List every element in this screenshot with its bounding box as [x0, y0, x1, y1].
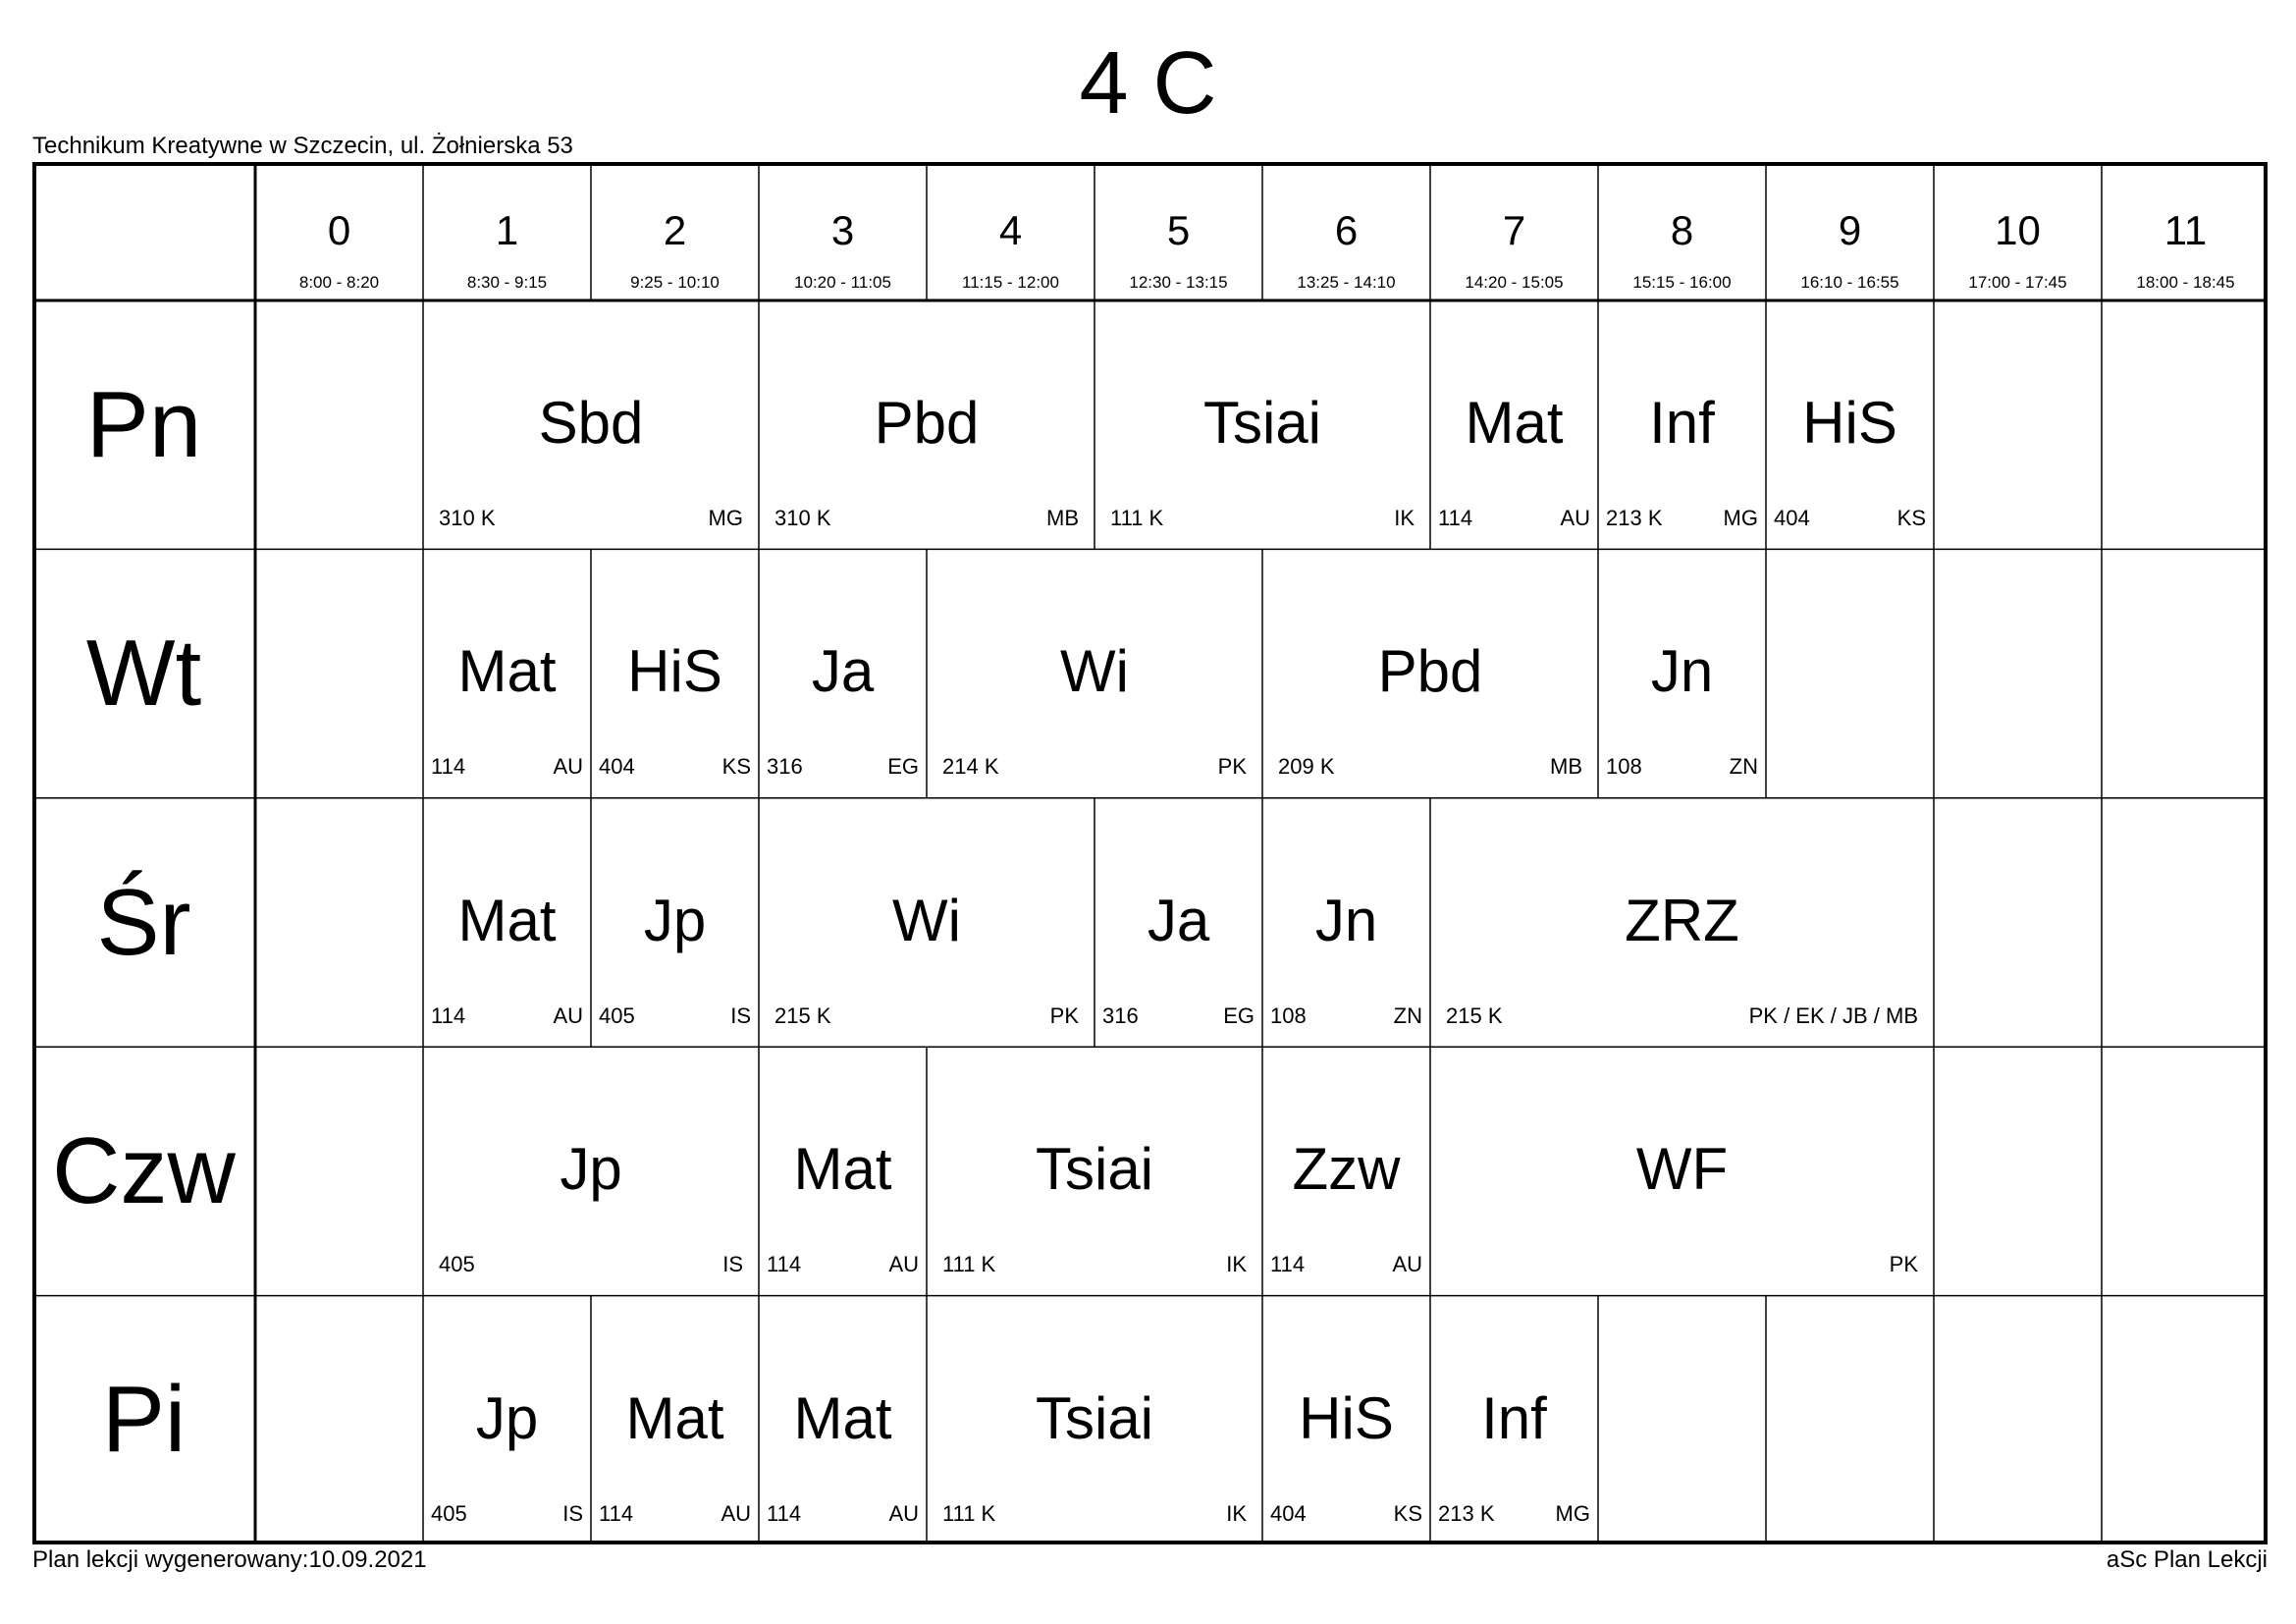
period-time: 16:10 - 16:55 — [1800, 273, 1899, 292]
lesson-teacher: AU — [888, 1252, 919, 1277]
lesson-subject: Pbd — [874, 390, 980, 456]
lesson-room: 114 — [431, 1002, 466, 1028]
lesson-room: 114 — [1270, 1252, 1306, 1277]
school-name: Technikum Kreatywne w Szczecin, ul. Żołnierska 53 — [32, 133, 573, 159]
lesson-subject: Tsiai — [1035, 1136, 1154, 1203]
lesson-teacher: PK — [1889, 1252, 1918, 1277]
period-number: 7 — [1502, 207, 1526, 253]
lesson-teacher: MG — [1555, 1500, 1590, 1526]
period-number: 1 — [495, 207, 519, 253]
lesson-room: 213 K — [1438, 1500, 1495, 1526]
timetable-grid — [32, 162, 2268, 1544]
lesson-teacher: IK — [1226, 1500, 1247, 1526]
page-title: 4 C — [1079, 34, 1217, 133]
lesson-subject: WF — [1635, 1136, 1729, 1203]
period-number: 6 — [1334, 207, 1359, 253]
period-time: 17:00 - 17:45 — [1968, 273, 2067, 292]
period-time: 18:00 - 18:45 — [2136, 273, 2235, 292]
grid-lines — [32, 162, 2268, 1544]
lesson-room: 215 K — [1446, 1002, 1503, 1028]
lesson-room: 108 — [1270, 1002, 1307, 1028]
lesson-subject: Wi — [892, 887, 961, 953]
lesson-room: 114 — [767, 1252, 802, 1277]
lesson-room: 405 — [599, 1002, 635, 1028]
period-number: 8 — [1670, 207, 1694, 253]
lesson-teacher: MG — [1723, 506, 1758, 530]
lesson-teacher: MB — [1046, 506, 1079, 530]
lesson-subject: Mat — [457, 638, 557, 705]
lesson-subject: Ja — [811, 638, 875, 705]
lesson-teacher: MG — [708, 506, 743, 530]
day-label: Śr — [96, 869, 191, 975]
lesson-subject: Jn — [1650, 638, 1714, 705]
lesson-room: 111 K — [942, 1252, 996, 1277]
period-time: 12:30 - 13:15 — [1129, 273, 1228, 292]
lesson-room: 214 K — [942, 754, 999, 780]
lesson-room: 316 — [1102, 1002, 1139, 1028]
software-credit: aSc Plan Lekcji — [2106, 1546, 2268, 1573]
lesson-subject: Jp — [560, 1136, 622, 1203]
lesson-teacher: AU — [553, 754, 583, 780]
lesson-subject: Mat — [457, 887, 557, 953]
period-time: 9:25 - 10:10 — [630, 273, 720, 292]
lesson-subject: Wi — [1060, 638, 1129, 705]
lesson-teacher: IS — [730, 1002, 751, 1028]
lesson-subject: Inf — [1481, 1384, 1547, 1451]
period-number: 0 — [327, 207, 351, 253]
lesson-teacher: IS — [562, 1500, 583, 1526]
period-number: 10 — [1995, 207, 2041, 253]
lesson-subject: Mat — [793, 1384, 892, 1451]
lesson-subject: HiS — [627, 638, 722, 705]
lesson-teacher: MB — [1550, 754, 1582, 780]
period-time: 14:20 - 15:05 — [1465, 273, 1564, 292]
lesson-teacher: ZN — [1393, 1002, 1422, 1028]
lesson-teacher: EG — [1223, 1002, 1255, 1028]
lesson-room: 316 — [767, 754, 803, 780]
lesson-teacher: ZN — [1729, 754, 1758, 780]
period-time: 10:20 - 11:05 — [794, 273, 891, 292]
lesson-subject: Jn — [1314, 887, 1378, 953]
period-number: 11 — [2163, 207, 2208, 253]
period-number: 3 — [830, 207, 855, 253]
lesson-subject: Mat — [793, 1136, 892, 1203]
lesson-teacher: AU — [1560, 506, 1590, 530]
lesson-subject: Inf — [1649, 390, 1715, 456]
lesson-teacher: AU — [1392, 1252, 1422, 1277]
lesson-subject: Mat — [1465, 390, 1564, 456]
lesson-room: 114 — [599, 1500, 634, 1526]
lesson-teacher: KS — [1896, 506, 1926, 530]
generated-date: Plan lekcji wygenerowany:10.09.2021 — [32, 1546, 427, 1573]
lesson-room: 209 K — [1278, 754, 1335, 780]
lesson-teacher: PK / EK / JB / MB — [1748, 1002, 1918, 1028]
lesson-subject: Jp — [475, 1384, 539, 1451]
lesson-room: 404 — [1270, 1500, 1307, 1526]
lesson-teacher: AU — [721, 1500, 751, 1526]
period-time: 15:15 - 16:00 — [1632, 273, 1732, 292]
lesson-subject: Sbd — [538, 390, 644, 456]
lesson-room: 213 K — [1606, 506, 1663, 530]
lesson-teacher: PK — [1049, 1002, 1079, 1028]
lesson-subject: HiS — [1299, 1384, 1394, 1451]
lesson-teacher: IK — [1394, 506, 1415, 530]
period-number: 4 — [998, 207, 1023, 253]
period-number: 9 — [1838, 207, 1862, 253]
lesson-room: 405 — [439, 1252, 475, 1277]
period-time: 11:15 - 12:00 — [962, 273, 1059, 292]
lesson-subject: Pbd — [1377, 638, 1483, 705]
lesson-teacher: AU — [553, 1002, 583, 1028]
lesson-room: 114 — [1438, 506, 1473, 530]
lesson-room: 405 — [431, 1500, 467, 1526]
lesson-room: 404 — [1774, 506, 1810, 530]
lesson-teacher: PK — [1217, 754, 1247, 780]
lesson-subject: HiS — [1802, 390, 1897, 456]
lesson-room: 215 K — [774, 1002, 831, 1028]
lesson-subject: Zzw — [1292, 1136, 1401, 1203]
lesson-room: 114 — [767, 1500, 802, 1526]
lesson-room: 404 — [599, 754, 635, 780]
grid-border — [34, 164, 2266, 1543]
lesson-subject: Ja — [1147, 887, 1210, 953]
period-number: 5 — [1166, 207, 1191, 253]
day-label: Pi — [101, 1367, 187, 1473]
period-number: 2 — [663, 207, 687, 253]
day-label: Pn — [85, 371, 202, 477]
lesson-room: 111 K — [1110, 506, 1164, 530]
lesson-teacher: KS — [1393, 1500, 1422, 1526]
lesson-teacher: IS — [722, 1252, 743, 1277]
day-label: Wt — [85, 621, 202, 727]
lesson-teacher: IK — [1226, 1252, 1247, 1277]
lesson-subject: Jp — [643, 887, 707, 953]
lesson-room: 114 — [431, 754, 466, 780]
lesson-subject: ZRZ — [1625, 887, 1739, 953]
lesson-teacher: KS — [721, 754, 751, 780]
period-time: 8:00 - 8:20 — [298, 273, 380, 292]
lesson-room: 310 K — [439, 506, 496, 530]
lesson-room: 111 K — [942, 1500, 996, 1526]
lesson-room: 310 K — [774, 506, 831, 530]
lesson-subject: Mat — [625, 1384, 724, 1451]
lesson-subject: Tsiai — [1202, 390, 1322, 456]
lesson-subject: Tsiai — [1035, 1384, 1154, 1451]
lesson-room: 108 — [1606, 754, 1642, 780]
lesson-teacher: AU — [888, 1500, 919, 1526]
period-time: 8:30 - 9:15 — [466, 273, 548, 292]
period-time: 13:25 - 14:10 — [1297, 273, 1396, 292]
day-label: Czw — [52, 1117, 236, 1223]
lesson-teacher: EG — [887, 754, 919, 780]
